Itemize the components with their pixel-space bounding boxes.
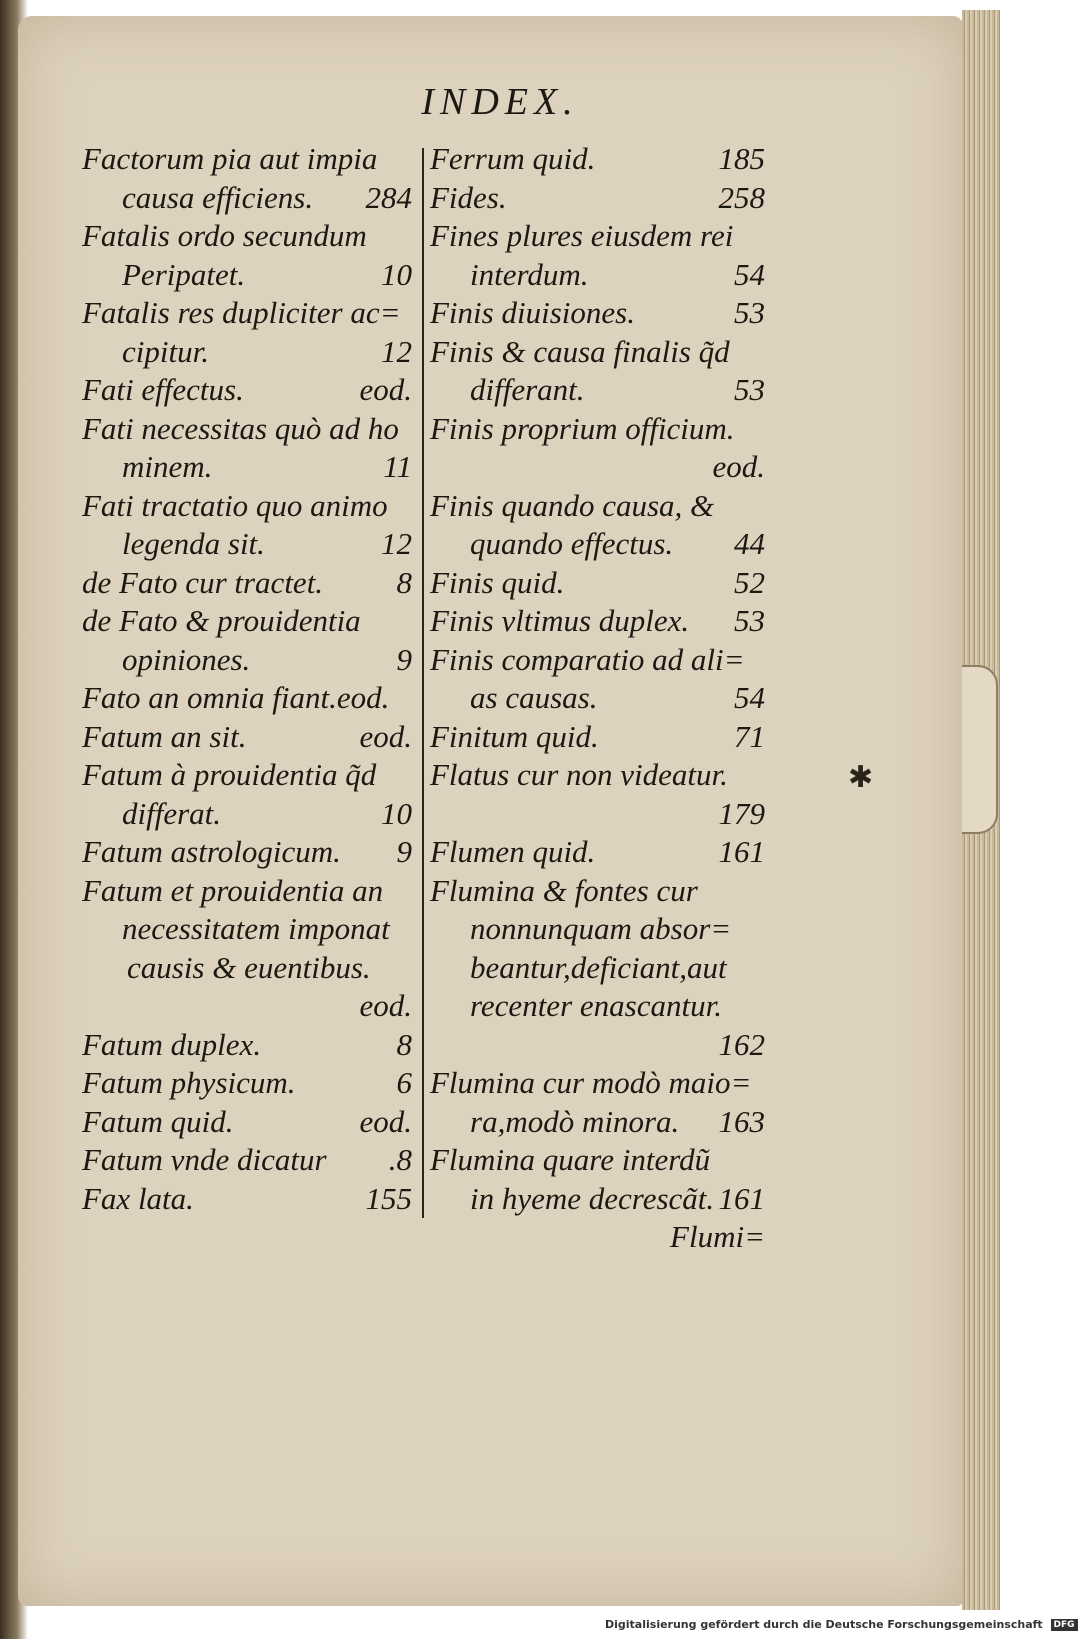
index-entry-text: Flatus cur non videatur. [430, 757, 728, 792]
index-page-number: eod. [359, 718, 412, 754]
index-entry-line [430, 371, 765, 410]
index-entry-line [430, 217, 765, 256]
index-page-number: eod. [359, 372, 412, 407]
index-entry-line [430, 1064, 765, 1103]
index-page-number: 9 [396, 834, 412, 869]
index-entry-line [82, 949, 412, 988]
index-entry-line [430, 602, 765, 641]
index-entry-line [430, 487, 765, 526]
index-entry-line [82, 333, 412, 372]
index-entry-line [82, 564, 412, 603]
index-entry-text: Fax lata. [82, 1180, 194, 1216]
index-column-right [430, 140, 765, 1257]
index-entry-line [82, 987, 412, 1026]
index-entry-text: nonnunquam absor= [470, 911, 732, 946]
index-entry-text: quando effectus. [470, 526, 674, 561]
index-page-number: 8 [396, 564, 412, 600]
index-entry-line [82, 1064, 412, 1103]
index-page-number: 9 [396, 641, 412, 677]
index-entry-text: de Fato & prouidentia [82, 603, 361, 638]
index-entry-text: Fatum vnde dicatur [82, 1142, 327, 1177]
index-entry-line [82, 756, 412, 795]
index-entry-text: Finis comparatio ad ali= [430, 641, 745, 677]
index-page-number: 185 [718, 141, 765, 176]
index-entry-text: Finis proprium officium. [430, 410, 735, 446]
index-entry-line [430, 1103, 765, 1142]
index-entry-text: Finis & causa finalis q̃d [430, 333, 730, 369]
index-entry-line [430, 641, 765, 680]
index-entry-line [430, 833, 765, 872]
index-entry-line [82, 679, 412, 718]
index-entry-line [430, 949, 765, 988]
index-entry-line [82, 294, 412, 333]
index-page-number: 10 [381, 256, 412, 292]
index-page-number: 10 [381, 795, 412, 831]
index-entry-line [430, 140, 765, 179]
index-entry-text: necessitatem imponat [122, 911, 390, 946]
index-entry-line [430, 256, 765, 295]
index-entry-line [430, 448, 765, 487]
index-entry-line [82, 910, 412, 949]
index-page-number: 155 [365, 1180, 412, 1216]
index-entry-line [82, 217, 412, 256]
index-page-number: 284 [365, 179, 412, 215]
index-entry-line [430, 410, 765, 449]
index-entry-text: opiniones. [122, 641, 251, 677]
index-page-number: 54 [734, 680, 765, 715]
index-entry-text: Finis diuisiones. [430, 295, 635, 330]
index-entry-text: Ferrum quid. [430, 141, 596, 176]
index-entry-text: Finis quid. [430, 564, 565, 600]
index-entry-text: differant. [470, 372, 585, 407]
index-entry-text: Fatum astrologicum. [82, 834, 341, 869]
index-entry-text: Fatum physicum. [82, 1065, 296, 1100]
index-entry-text: ra,modò minora. [470, 1103, 680, 1139]
index-page-number: 12 [381, 333, 412, 369]
index-entry-line [430, 564, 765, 603]
index-page-number: eod. [712, 449, 765, 484]
index-entry-line [430, 679, 765, 718]
index-entry-line [82, 795, 412, 834]
index-entry-line [430, 756, 765, 795]
index-entry-text: cipitur. [122, 333, 209, 369]
index-entry-text: Flumina & fontes cur [430, 872, 698, 908]
index-entry-text: in hyeme decrescãt. [470, 1180, 715, 1216]
index-entry-line [430, 718, 765, 757]
index-entry-text: Fati effectus. [82, 372, 244, 407]
index-entry-text: Fati necessitas quò ad ho [82, 410, 399, 446]
index-page-number: 163 [718, 1103, 765, 1139]
index-entry-line [82, 256, 412, 295]
index-entry-text: Flumen quid. [430, 834, 596, 869]
index-page-number: 71 [734, 718, 765, 754]
column-divider [422, 148, 424, 1218]
index-page-number: eod. [359, 1103, 412, 1139]
index-entry-text: Fati tractatio quo animo [82, 487, 388, 523]
index-page-number: 162 [718, 1026, 765, 1062]
index-entry-line [82, 1141, 412, 1180]
index-entry-line [430, 987, 765, 1026]
index-page-number: 54 [734, 256, 765, 292]
index-page-number: 161 [718, 1180, 765, 1216]
index-page-number: Flumi= [670, 1219, 765, 1254]
index-entry-line [82, 487, 412, 526]
index-page-number: 53 [734, 603, 765, 638]
index-entry-text: Finitum quid. [430, 718, 599, 754]
index-entry-text: Fatalis res dupliciter ac= [82, 295, 401, 330]
index-entry-text: as causas. [470, 680, 598, 715]
index-entry-text: differat. [122, 795, 222, 831]
index-entry-text: Fatum quid. [82, 1103, 234, 1139]
index-entry-line [430, 1026, 765, 1065]
funding-footer [605, 1618, 1078, 1631]
index-page-number: 6 [396, 1065, 412, 1100]
index-page-number: eod. [359, 988, 412, 1023]
index-entry-text: Fines plures eiusdem rei [430, 218, 734, 253]
index-page-number: 8 [396, 1026, 412, 1062]
index-entry-line [82, 1103, 412, 1142]
index-entry-text: Flumina quare interdũ [430, 1142, 711, 1177]
index-entry-line [82, 448, 412, 487]
index-entry-line [82, 872, 412, 911]
index-entry-text: beantur,deficiant,aut [470, 949, 727, 985]
dfg-logo: DFG [1051, 1619, 1078, 1631]
index-entry-line [82, 179, 412, 218]
index-page-number: .8 [388, 1142, 412, 1177]
index-entry-line [430, 795, 765, 834]
index-page-number: 179 [718, 795, 765, 831]
index-entry-text: interdum. [470, 256, 589, 292]
index-entry-text: Flumina cur modò maio= [430, 1065, 752, 1100]
index-entry-text: Peripatet. [122, 256, 246, 292]
index-entry-line [82, 1026, 412, 1065]
index-entry-text: Finis vltimus duplex. [430, 603, 690, 638]
page-tab [962, 665, 998, 834]
index-entry-line [82, 833, 412, 872]
index-entry-line [430, 1180, 765, 1219]
index-page-number: 12 [381, 526, 412, 561]
index-page-number: 52 [734, 564, 765, 600]
index-entry-text: de Fato cur tractet. [82, 564, 324, 600]
index-entry-line [82, 641, 412, 680]
index-entry-text: Fatum duplex. [82, 1026, 262, 1062]
index-entry-text: Fides. [430, 179, 507, 215]
index-page-number: 11 [383, 449, 412, 484]
index-column-left [82, 140, 412, 1218]
footer-text: Digitalisierung gefördert durch die Deutsche Forschungsgemeinschaft [605, 1618, 1043, 1631]
index-page-number: 53 [734, 295, 765, 330]
index-entry-text: causis & euentibus. [127, 949, 371, 985]
index-entry-text: minem. [122, 449, 213, 484]
index-entry-line [430, 1218, 765, 1257]
index-entry-line [82, 718, 412, 757]
index-entry-text: causa efficiens. [122, 179, 314, 215]
index-entry-text: legenda sit. [122, 526, 265, 561]
page-title: INDEX. [421, 81, 579, 123]
index-page-number: 161 [718, 834, 765, 869]
index-entry-line [82, 410, 412, 449]
index-entry-line [430, 525, 765, 564]
index-page-number: 44 [734, 526, 765, 561]
index-entry-text: Fatum an sit. [82, 718, 247, 754]
index-entry-line [430, 333, 765, 372]
index-entry-line [430, 872, 765, 911]
index-entry-line [430, 294, 765, 333]
index-entry-text: Finis quando causa, & [430, 487, 715, 523]
index-entry-line [430, 179, 765, 218]
index-entry-line [430, 1141, 765, 1180]
index-entry-text: Fatum à prouidentia q̃d [82, 757, 377, 792]
ornament-mark-icon: ✱ [848, 760, 874, 795]
index-entry-text: recenter enascantur. [470, 988, 722, 1023]
index-entry-text: Factorum pia aut impia [82, 141, 378, 176]
index-entry-text: Fato an omnia fiant.eod. [82, 680, 390, 715]
index-entry-line [82, 602, 412, 641]
index-page-number: 258 [718, 179, 765, 215]
index-entry-line [82, 371, 412, 410]
index-entry-line [82, 525, 412, 564]
index-entry-line [82, 140, 412, 179]
index-entry-text: Fatum et prouidentia an [82, 872, 384, 908]
index-entry-line [82, 1180, 412, 1219]
index-entry-text: Fatalis ordo secundum [82, 218, 367, 253]
index-page-number: 53 [734, 372, 765, 407]
index-entry-line [430, 910, 765, 949]
